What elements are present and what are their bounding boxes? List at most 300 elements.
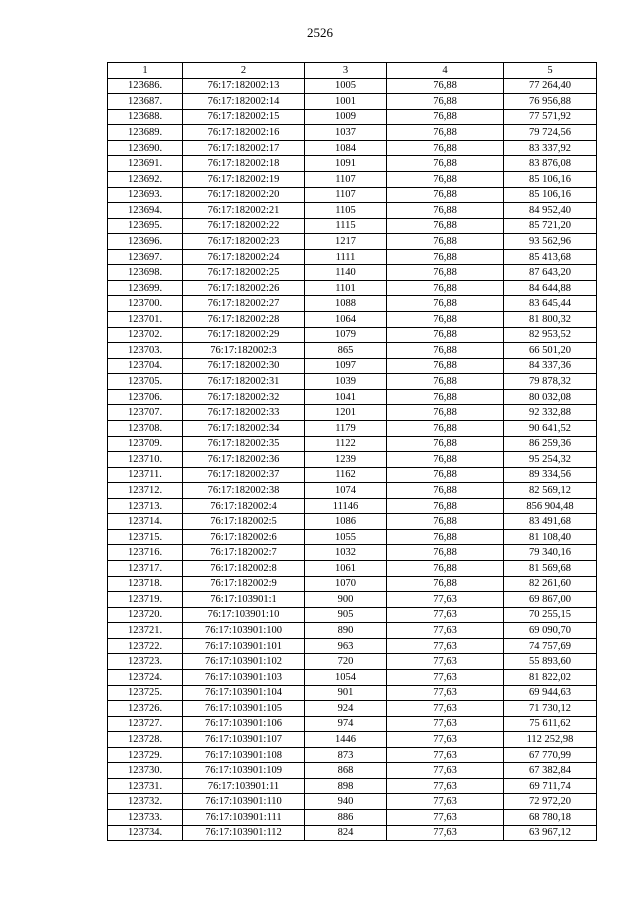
table-row	[108, 810, 597, 826]
table-row	[108, 514, 597, 530]
table-cell: 1009	[305, 109, 387, 125]
table-cell: 123725.	[108, 685, 183, 701]
table-cell: 76:17:182002:19	[183, 171, 305, 187]
table-cell: 76,88	[387, 514, 504, 530]
table-cell: 82 261,60	[504, 576, 597, 592]
table-cell: 1107	[305, 171, 387, 187]
table-row	[108, 732, 597, 748]
table-cell: 76,88	[387, 545, 504, 561]
table-cell: 76:17:103901:104	[183, 685, 305, 701]
table-cell: 123733.	[108, 810, 183, 826]
table-cell: 77,63	[387, 701, 504, 717]
table-cell: 940	[305, 794, 387, 810]
table-cell: 76,88	[387, 467, 504, 483]
table-row	[108, 109, 597, 125]
table-cell: 123707.	[108, 405, 183, 421]
table-cell: 720	[305, 654, 387, 670]
table-cell: 76:17:182002:31	[183, 374, 305, 390]
table-cell: 123729.	[108, 747, 183, 763]
table-cell: 76:17:182002:29	[183, 327, 305, 343]
table-row	[108, 778, 597, 794]
table-cell: 123686.	[108, 78, 183, 94]
table-row	[108, 561, 597, 577]
table-cell: 123696.	[108, 234, 183, 250]
table-cell: 77,63	[387, 685, 504, 701]
table-cell: 76,88	[387, 218, 504, 234]
table-cell: 76,88	[387, 312, 504, 328]
table-cell: 84 644,88	[504, 280, 597, 296]
table-cell: 886	[305, 810, 387, 826]
table-cell: 90 641,52	[504, 420, 597, 436]
table-cell: 76,88	[387, 280, 504, 296]
table-cell: 76,88	[387, 94, 504, 110]
table-cell: 76:17:182002:18	[183, 156, 305, 172]
table-row	[108, 483, 597, 499]
table-row	[108, 187, 597, 203]
table-cell: 868	[305, 763, 387, 779]
table-cell: 81 569,68	[504, 561, 597, 577]
table-row	[108, 203, 597, 219]
table-cell: 68 780,18	[504, 810, 597, 826]
table-cell: 123734.	[108, 825, 183, 841]
table-cell: 76:17:182002:37	[183, 467, 305, 483]
table-cell: 76,88	[387, 125, 504, 141]
table-row	[108, 218, 597, 234]
table-cell: 123709.	[108, 436, 183, 452]
table-cell: 76,88	[387, 327, 504, 343]
table-cell: 123692.	[108, 171, 183, 187]
table-cell: 898	[305, 778, 387, 794]
table-row	[108, 249, 597, 265]
table-cell: 123701.	[108, 312, 183, 328]
table-cell: 123693.	[108, 187, 183, 203]
table-row	[108, 156, 597, 172]
table-row	[108, 701, 597, 717]
table-cell: 1446	[305, 732, 387, 748]
table-cell: 76,88	[387, 265, 504, 281]
table-cell: 76:17:182002:8	[183, 561, 305, 577]
table-cell: 1070	[305, 576, 387, 592]
table-cell: 77,63	[387, 794, 504, 810]
table-cell: 123710.	[108, 452, 183, 468]
table-cell: 76:17:103901:101	[183, 638, 305, 654]
column-header: 1	[108, 63, 183, 79]
table-row	[108, 420, 597, 436]
table-cell: 81 822,02	[504, 669, 597, 685]
table-row	[108, 374, 597, 390]
table-cell: 112 252,98	[504, 732, 597, 748]
table-row	[108, 794, 597, 810]
table-cell: 77,63	[387, 638, 504, 654]
table-cell: 76:17:182002:33	[183, 405, 305, 421]
table-cell: 123689.	[108, 125, 183, 141]
table-cell: 123722.	[108, 638, 183, 654]
table-cell: 76:17:182002:13	[183, 78, 305, 94]
table-cell: 1140	[305, 265, 387, 281]
table-cell: 905	[305, 607, 387, 623]
table-cell: 76:17:182002:30	[183, 358, 305, 374]
table-cell: 89 334,56	[504, 467, 597, 483]
table-cell: 76:17:182002:22	[183, 218, 305, 234]
table-cell: 77,63	[387, 623, 504, 639]
table-header-row	[108, 63, 597, 79]
table-cell: 76:17:182002:34	[183, 420, 305, 436]
table-cell: 76,88	[387, 576, 504, 592]
table-cell: 72 972,20	[504, 794, 597, 810]
table-row	[108, 623, 597, 639]
table-row	[108, 78, 597, 94]
table-cell: 76:17:103901:107	[183, 732, 305, 748]
table-cell: 77 571,92	[504, 109, 597, 125]
table-cell: 76 956,88	[504, 94, 597, 110]
table-cell: 69 090,70	[504, 623, 597, 639]
table-cell: 76:17:182002:17	[183, 140, 305, 156]
table-cell: 67 382,84	[504, 763, 597, 779]
table-cell: 76:17:103901:106	[183, 716, 305, 732]
table-cell: 1111	[305, 249, 387, 265]
table-row	[108, 467, 597, 483]
table-cell: 123716.	[108, 545, 183, 561]
table-cell: 865	[305, 343, 387, 359]
table-cell: 76:17:182002:16	[183, 125, 305, 141]
table-cell: 123719.	[108, 592, 183, 608]
table-row	[108, 125, 597, 141]
table-cell: 71 730,12	[504, 701, 597, 717]
table-row	[108, 747, 597, 763]
table-cell: 1239	[305, 452, 387, 468]
table-cell: 1037	[305, 125, 387, 141]
table-row	[108, 389, 597, 405]
table-cell: 1032	[305, 545, 387, 561]
data-table	[107, 62, 597, 841]
table-cell: 1091	[305, 156, 387, 172]
table-cell: 76:17:182002:32	[183, 389, 305, 405]
table-cell: 75 611,62	[504, 716, 597, 732]
table-cell: 66 501,20	[504, 343, 597, 359]
table-cell: 81 800,32	[504, 312, 597, 328]
table-cell: 84 337,36	[504, 358, 597, 374]
table-row	[108, 436, 597, 452]
table-row	[108, 529, 597, 545]
table-cell: 1179	[305, 420, 387, 436]
table-cell: 873	[305, 747, 387, 763]
table-row	[108, 825, 597, 841]
table-cell: 79 724,56	[504, 125, 597, 141]
table-cell: 123714.	[108, 514, 183, 530]
table-cell: 1115	[305, 218, 387, 234]
table-cell: 123700.	[108, 296, 183, 312]
table-body	[108, 78, 597, 841]
table-cell: 76,88	[387, 452, 504, 468]
table-cell: 85 106,16	[504, 187, 597, 203]
table-cell: 924	[305, 701, 387, 717]
table-cell: 963	[305, 638, 387, 654]
table-row	[108, 171, 597, 187]
table-cell: 79 878,32	[504, 374, 597, 390]
table-cell: 76:17:103901:1	[183, 592, 305, 608]
table-cell: 76:17:103901:109	[183, 763, 305, 779]
table-cell: 76:17:182002:15	[183, 109, 305, 125]
table-cell: 123706.	[108, 389, 183, 405]
table-cell: 123727.	[108, 716, 183, 732]
table-cell: 123688.	[108, 109, 183, 125]
table-row	[108, 265, 597, 281]
table-cell: 77,63	[387, 716, 504, 732]
table-cell: 76:17:182002:9	[183, 576, 305, 592]
table-cell: 76,88	[387, 389, 504, 405]
table-row	[108, 234, 597, 250]
table-cell: 1074	[305, 483, 387, 499]
table-cell: 74 757,69	[504, 638, 597, 654]
table-cell: 85 106,16	[504, 171, 597, 187]
table-row	[108, 452, 597, 468]
table-row	[108, 140, 597, 156]
table-cell: 69 944,63	[504, 685, 597, 701]
table-cell: 123730.	[108, 763, 183, 779]
table-cell: 76,88	[387, 358, 504, 374]
table-row	[108, 654, 597, 670]
table-cell: 76,88	[387, 561, 504, 577]
table-cell: 901	[305, 685, 387, 701]
table-cell: 80 032,08	[504, 389, 597, 405]
table-cell: 123711.	[108, 467, 183, 483]
table-cell: 76,88	[387, 156, 504, 172]
table-cell: 123724.	[108, 669, 183, 685]
table-cell: 77,63	[387, 669, 504, 685]
table-cell: 77,63	[387, 810, 504, 826]
table-cell: 69 711,74	[504, 778, 597, 794]
table-cell: 1107	[305, 187, 387, 203]
table-cell: 76:17:182002:3	[183, 343, 305, 359]
table-cell: 1055	[305, 529, 387, 545]
table-cell: 900	[305, 592, 387, 608]
table-cell: 76:17:182002:23	[183, 234, 305, 250]
table-cell: 123728.	[108, 732, 183, 748]
table-cell: 123732.	[108, 794, 183, 810]
table-cell: 76:17:182002:38	[183, 483, 305, 499]
table-cell: 77,63	[387, 778, 504, 794]
page-number: 2526	[307, 25, 333, 40]
table-cell: 123712.	[108, 483, 183, 499]
table-cell: 76,88	[387, 483, 504, 499]
table-cell: 1105	[305, 203, 387, 219]
table-cell: 76,88	[387, 529, 504, 545]
table-cell: 76:17:182002:36	[183, 452, 305, 468]
table-cell: 76:17:103901:111	[183, 810, 305, 826]
table-row	[108, 280, 597, 296]
table-cell: 85 413,68	[504, 249, 597, 265]
table-cell: 76:17:103901:105	[183, 701, 305, 717]
table-cell: 76:17:103901:10	[183, 607, 305, 623]
table-cell: 67 770,99	[504, 747, 597, 763]
table-cell: 55 893,60	[504, 654, 597, 670]
table-cell: 87 643,20	[504, 265, 597, 281]
table-cell: 1097	[305, 358, 387, 374]
table-cell: 76:17:182002:35	[183, 436, 305, 452]
table-cell: 76,88	[387, 343, 504, 359]
table-cell: 123694.	[108, 203, 183, 219]
table-cell: 86 259,36	[504, 436, 597, 452]
table-cell: 95 254,32	[504, 452, 597, 468]
table-cell: 76,88	[387, 436, 504, 452]
table-cell: 1001	[305, 94, 387, 110]
column-header: 4	[387, 63, 504, 79]
table-cell: 123717.	[108, 561, 183, 577]
table-row	[108, 358, 597, 374]
table-cell: 76:17:182002:24	[183, 249, 305, 265]
table-row	[108, 296, 597, 312]
table-cell: 1217	[305, 234, 387, 250]
table-cell: 83 876,08	[504, 156, 597, 172]
table-cell: 1005	[305, 78, 387, 94]
table-cell: 123687.	[108, 94, 183, 110]
column-header: 2	[183, 63, 305, 79]
column-header: 5	[504, 63, 597, 79]
table-cell: 76:17:103901:102	[183, 654, 305, 670]
table-cell: 76:17:103901:103	[183, 669, 305, 685]
table-cell: 1162	[305, 467, 387, 483]
table-cell: 123705.	[108, 374, 183, 390]
table-cell: 76:17:182002:21	[183, 203, 305, 219]
table-cell: 70 255,15	[504, 607, 597, 623]
table-cell: 77 264,40	[504, 78, 597, 94]
table-cell: 83 337,92	[504, 140, 597, 156]
table-cell: 11146	[305, 498, 387, 514]
table-cell: 123704.	[108, 358, 183, 374]
table-cell: 84 952,40	[504, 203, 597, 219]
table-row	[108, 545, 597, 561]
table-cell: 123723.	[108, 654, 183, 670]
table-cell: 890	[305, 623, 387, 639]
table-cell: 1079	[305, 327, 387, 343]
table-row	[108, 685, 597, 701]
table-cell: 76:17:182002:6	[183, 529, 305, 545]
table-row	[108, 498, 597, 514]
table-cell: 77,63	[387, 654, 504, 670]
table-row	[108, 763, 597, 779]
table-cell: 1101	[305, 280, 387, 296]
table-cell: 1122	[305, 436, 387, 452]
table-cell: 77,63	[387, 747, 504, 763]
table-cell: 76:17:182002:7	[183, 545, 305, 561]
table-row	[108, 576, 597, 592]
table-cell: 76,88	[387, 109, 504, 125]
table-cell: 76:17:182002:25	[183, 265, 305, 281]
table-cell: 123708.	[108, 420, 183, 436]
table-cell: 77,63	[387, 825, 504, 841]
table-row	[108, 669, 597, 685]
table-cell: 76,88	[387, 405, 504, 421]
table-cell: 974	[305, 716, 387, 732]
table-cell: 76:17:182002:5	[183, 514, 305, 530]
table-row	[108, 343, 597, 359]
table-cell: 76,88	[387, 374, 504, 390]
table-cell: 77,63	[387, 592, 504, 608]
table-cell: 1084	[305, 140, 387, 156]
table-cell: 76:17:182002:26	[183, 280, 305, 296]
table-cell: 76:17:182002:27	[183, 296, 305, 312]
table-cell: 76,88	[387, 140, 504, 156]
table-cell: 824	[305, 825, 387, 841]
table-cell: 76,88	[387, 78, 504, 94]
table-cell: 76,88	[387, 249, 504, 265]
table-cell: 123715.	[108, 529, 183, 545]
table-cell: 1041	[305, 389, 387, 405]
table-row	[108, 638, 597, 654]
table-cell: 1086	[305, 514, 387, 530]
column-header: 3	[305, 63, 387, 79]
table-cell: 76,88	[387, 296, 504, 312]
table-cell: 123731.	[108, 778, 183, 794]
table-cell: 76:17:182002:14	[183, 94, 305, 110]
table-cell: 83 491,68	[504, 514, 597, 530]
table-row	[108, 716, 597, 732]
table-cell: 76:17:182002:4	[183, 498, 305, 514]
table-row	[108, 312, 597, 328]
table-cell: 123703.	[108, 343, 183, 359]
table-row	[108, 94, 597, 110]
table-cell: 82 953,52	[504, 327, 597, 343]
table-cell: 1039	[305, 374, 387, 390]
table-cell: 123713.	[108, 498, 183, 514]
table-cell: 76,88	[387, 234, 504, 250]
table-cell: 63 967,12	[504, 825, 597, 841]
table-cell: 123697.	[108, 249, 183, 265]
table-cell: 1201	[305, 405, 387, 421]
table-cell: 123726.	[108, 701, 183, 717]
table-cell: 1054	[305, 669, 387, 685]
table-cell: 123690.	[108, 140, 183, 156]
table-cell: 92 332,88	[504, 405, 597, 421]
table-cell: 1061	[305, 561, 387, 577]
table-cell: 123718.	[108, 576, 183, 592]
table-cell: 1088	[305, 296, 387, 312]
table-cell: 76,88	[387, 171, 504, 187]
table-cell: 77,63	[387, 607, 504, 623]
table-cell: 123699.	[108, 280, 183, 296]
table-cell: 76,88	[387, 498, 504, 514]
table-cell: 77,63	[387, 763, 504, 779]
table-cell: 76:17:103901:11	[183, 778, 305, 794]
table-cell: 123721.	[108, 623, 183, 639]
table-cell: 69 867,00	[504, 592, 597, 608]
table-cell: 76:17:182002:28	[183, 312, 305, 328]
table-row	[108, 327, 597, 343]
table-cell: 83 645,44	[504, 296, 597, 312]
table-cell: 123698.	[108, 265, 183, 281]
table-row	[108, 405, 597, 421]
table-cell: 76:17:103901:100	[183, 623, 305, 639]
table-row	[108, 592, 597, 608]
table-cell: 76:17:182002:20	[183, 187, 305, 203]
table-cell: 85 721,20	[504, 218, 597, 234]
table-cell: 76,88	[387, 187, 504, 203]
table-cell: 856 904,48	[504, 498, 597, 514]
table-cell: 123720.	[108, 607, 183, 623]
table-cell: 81 108,40	[504, 529, 597, 545]
table-row	[108, 607, 597, 623]
table-cell: 93 562,96	[504, 234, 597, 250]
table-cell: 123695.	[108, 218, 183, 234]
table-cell: 123702.	[108, 327, 183, 343]
table-cell: 76:17:103901:110	[183, 794, 305, 810]
table-cell: 82 569,12	[504, 483, 597, 499]
table-cell: 76,88	[387, 420, 504, 436]
table-cell: 79 340,16	[504, 545, 597, 561]
table-cell: 77,63	[387, 732, 504, 748]
table-cell: 1064	[305, 312, 387, 328]
table-cell: 76:17:103901:108	[183, 747, 305, 763]
